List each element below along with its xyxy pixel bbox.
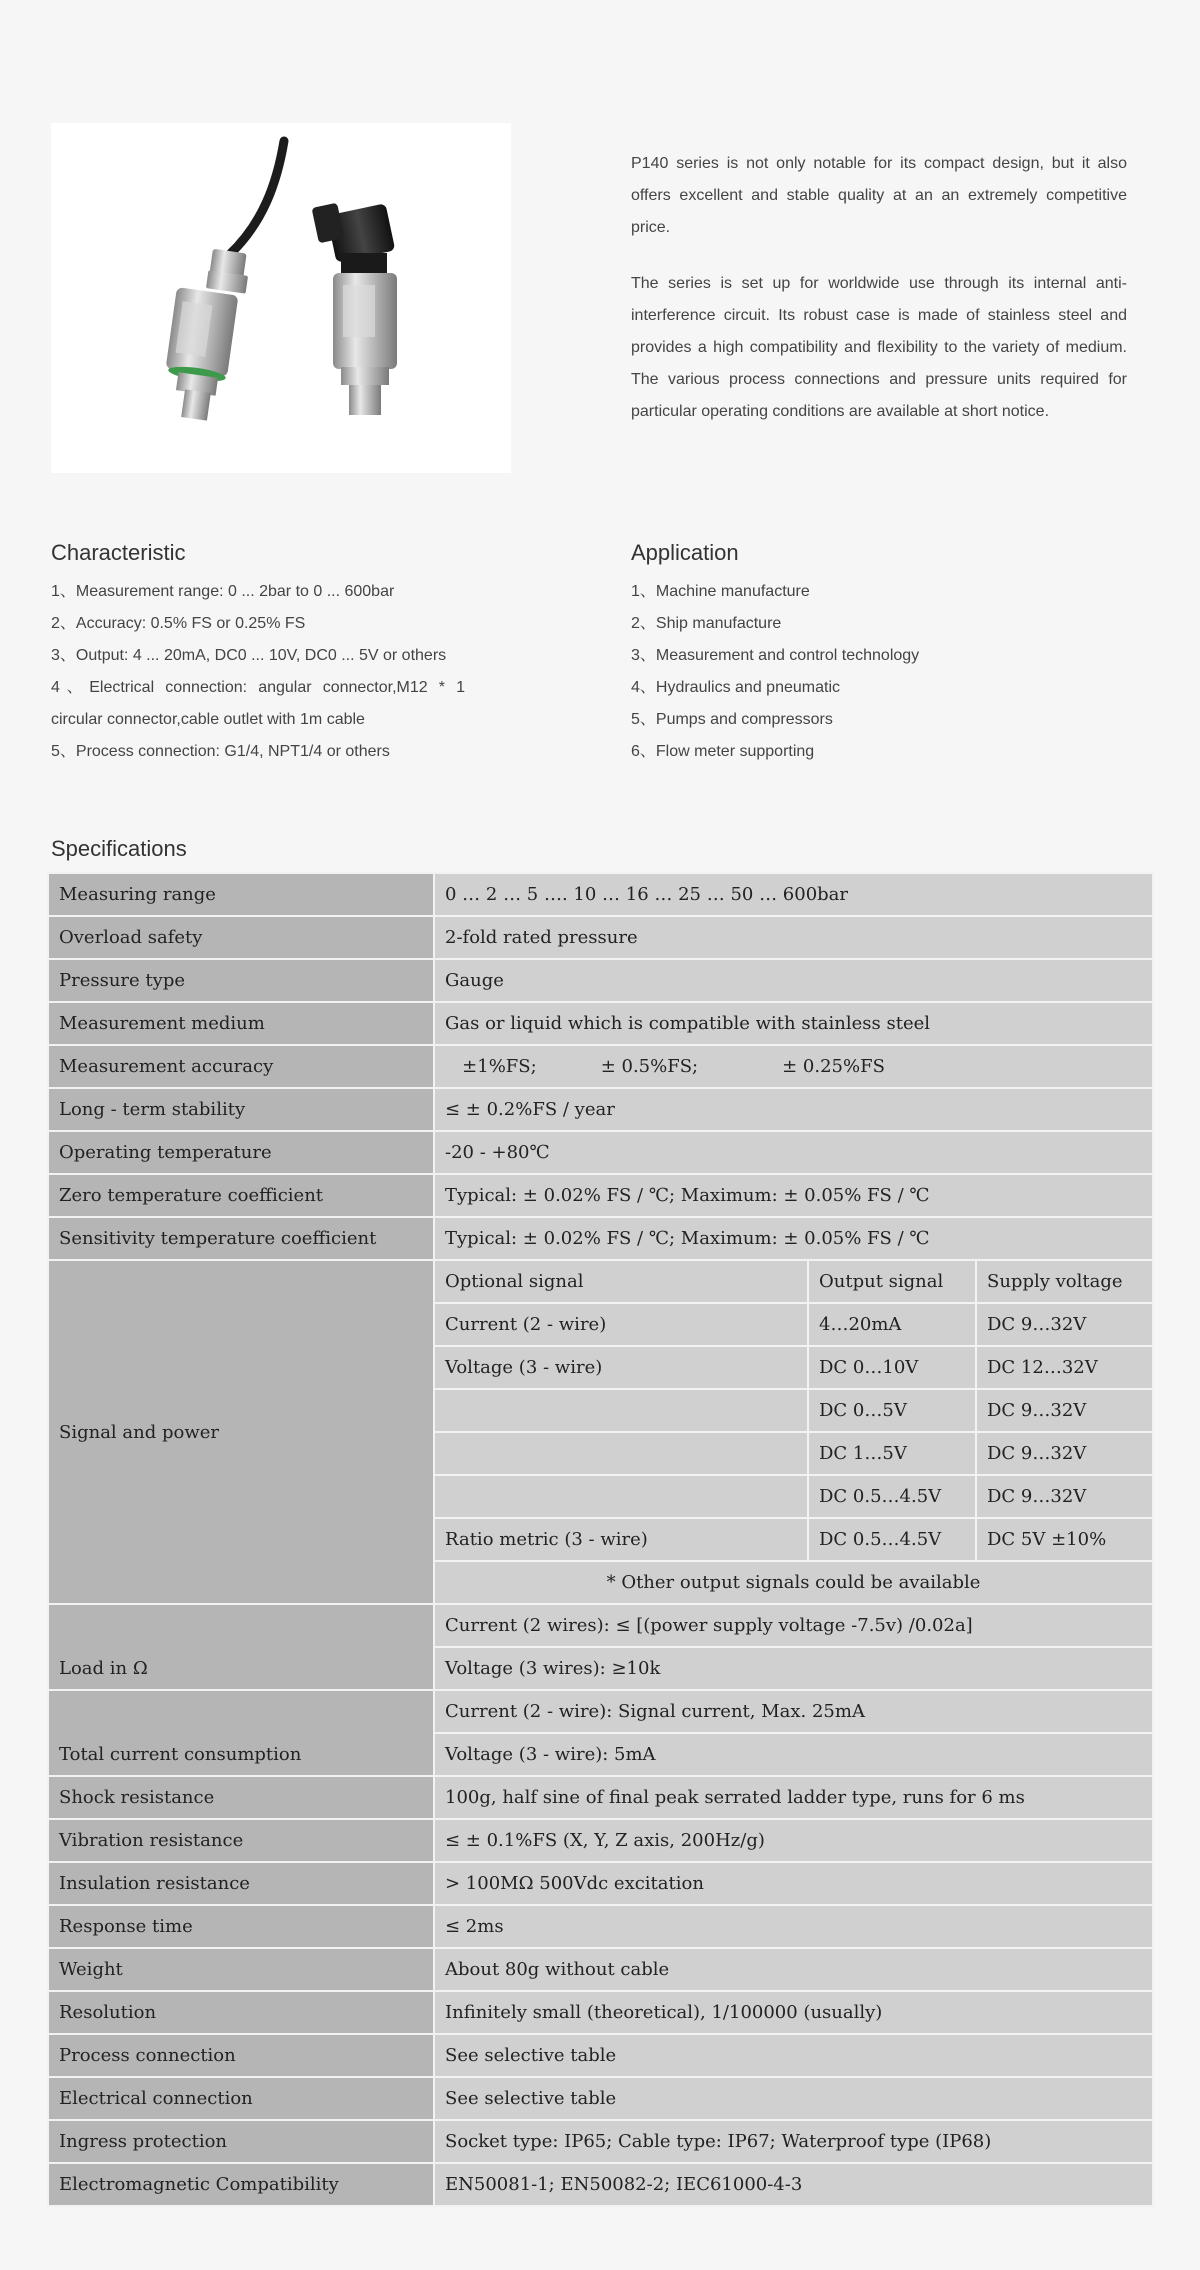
list-item: 1、Measurement range: 0 ... 2bar to 0 ... 600bar	[51, 583, 395, 600]
spec-label: Sensitivity temperature coefficient	[48, 1217, 434, 1260]
signal-header-optional: Optional signal	[434, 1260, 808, 1303]
table-row	[48, 1862, 1153, 1905]
signal-optional: Current (2 - wire)	[434, 1303, 808, 1346]
list-item: 4、Hydraulics and pneumatic	[631, 679, 840, 696]
table-row	[48, 2077, 1153, 2120]
application-list	[631, 576, 1045, 768]
table-row	[48, 1690, 1153, 1733]
characteristic-title: Characteristic	[51, 540, 186, 565]
spec-label: Weight	[48, 1948, 434, 1991]
spec-value: 2-fold rated pressure	[434, 916, 1153, 959]
table-row	[48, 1260, 1153, 1303]
table-row	[48, 1088, 1153, 1131]
table-row	[48, 1991, 1153, 2034]
signal-note: * Other output signals could be available	[434, 1561, 1153, 1604]
application-title: Application	[631, 540, 739, 565]
spec-value: -20 - +80℃	[434, 1131, 1153, 1174]
spec-value: Gauge	[434, 959, 1153, 1002]
spec-label: Long - term stability	[48, 1088, 434, 1131]
table-row	[48, 2163, 1153, 2206]
spec-label: Insulation resistance	[48, 1862, 434, 1905]
table-row	[48, 1217, 1153, 1260]
signal-supply: DC 9…32V	[976, 1389, 1153, 1432]
spec-label: Ingress protection	[48, 2120, 434, 2163]
list-item: 3、Measurement and control technology	[631, 647, 920, 664]
spec-value: ≤ 2ms	[434, 1905, 1153, 1948]
signal-supply: DC 9…32V	[976, 1475, 1153, 1518]
spec-value: Typical: ± 0.02% FS / ℃; Maximum: ± 0.05% FS / ℃	[434, 1217, 1153, 1260]
product-photo	[51, 123, 511, 473]
signal-supply: DC 12…32V	[976, 1346, 1153, 1389]
spec-value: See selective table	[434, 2034, 1153, 2077]
signal-output: DC 0…5V	[808, 1389, 976, 1432]
list-item: 4、Electrical connection: angular connector,M12 * 1 circular connector,cable outlet with 1m cable	[51, 679, 465, 728]
list-item: 5、Pumps and compressors	[631, 711, 833, 728]
table-row	[48, 1045, 1153, 1088]
signal-supply: DC 5V ±10%	[976, 1518, 1153, 1561]
spec-value: EN50081-1; EN50082-2; IEC61000-4-3	[434, 2163, 1153, 2206]
characteristic-list	[51, 576, 465, 768]
spec-label: Resolution	[48, 1991, 434, 2034]
table-row	[48, 2034, 1153, 2077]
spec-value: Typical: ± 0.02% FS / ℃; Maximum: ± 0.05% FS / ℃	[434, 1174, 1153, 1217]
table-row	[48, 1948, 1153, 1991]
table-row	[48, 1174, 1153, 1217]
spec-value: 0 … 2 … 5 …. 10 … 16 … 25 … 50 … 600bar	[434, 873, 1153, 916]
spec-label: Total current consumption	[48, 1690, 434, 1776]
intro-paragraph-1: P140 series is not only notable for its compact design, but it also offers excellent and stable quality at an an extremely competitive price.	[631, 155, 1127, 236]
spec-label: Electromagnetic Compatibility	[48, 2163, 434, 2206]
spec-value: See selective table	[434, 2077, 1153, 2120]
table-row	[48, 873, 1153, 916]
accuracy-option-1: ±1%FS;	[462, 1056, 537, 1077]
spec-label: Response time	[48, 1905, 434, 1948]
spec-value: Voltage (3 - wire): 5mA	[434, 1733, 1153, 1776]
list-item: 6、Flow meter supporting	[631, 743, 815, 760]
signal-optional: Voltage (3 - wire)	[434, 1346, 808, 1389]
signal-header-supply: Supply voltage	[976, 1260, 1153, 1303]
spec-label: Load in Ω	[48, 1604, 434, 1690]
table-row	[48, 1131, 1153, 1174]
spec-value: ≤ ± 0.1%FS (X, Y, Z axis, 200Hz/g)	[434, 1819, 1153, 1862]
spec-label: Process connection	[48, 2034, 434, 2077]
spec-value: Infinitely small (theoretical), 1/100000 (usually)	[434, 1991, 1153, 2034]
signal-supply: DC 9…32V	[976, 1303, 1153, 1346]
spec-label: Measurement accuracy	[48, 1045, 434, 1088]
spec-label: Shock resistance	[48, 1776, 434, 1819]
spec-label: Zero temperature coefficient	[48, 1174, 434, 1217]
accuracy-option-2: ± 0.5%FS;	[600, 1056, 699, 1077]
table-row	[48, 1819, 1153, 1862]
signal-optional: Ratio metric (3 - wire)	[434, 1518, 808, 1561]
intro-text	[631, 148, 1127, 452]
spec-label: Measurement medium	[48, 1002, 434, 1045]
table-row	[48, 1776, 1153, 1819]
spec-value	[434, 1045, 1153, 1088]
spec-label: Electrical connection	[48, 2077, 434, 2120]
table-row	[48, 1905, 1153, 1948]
spec-label: Overload safety	[48, 916, 434, 959]
table-row	[48, 959, 1153, 1002]
table-row	[48, 1604, 1153, 1647]
list-item: 2、Accuracy: 0.5% FS or 0.25% FS	[51, 615, 306, 632]
spec-value: Gas or liquid which is compatible with stainless steel	[434, 1002, 1153, 1045]
signal-output: DC 0…10V	[808, 1346, 976, 1389]
pressure-transmitter-image	[51, 123, 511, 473]
spec-label: Vibration resistance	[48, 1819, 434, 1862]
spec-label: Pressure type	[48, 959, 434, 1002]
spec-value: About 80g without cable	[434, 1948, 1153, 1991]
signal-output: 4…20mA	[808, 1303, 976, 1346]
spec-label: Measuring range	[48, 873, 434, 916]
table-row	[48, 2120, 1153, 2163]
signal-output: DC 0.5…4.5V	[808, 1475, 976, 1518]
list-item: 5、Process connection: G1/4, NPT1/4 or others	[51, 743, 390, 760]
intro-paragraph-2: The series is set up for worldwide use through its internal anti-interference circuit. Its robust case is made of stainless steel and provides a high compatibility and flexibility to the variety of medium. The various process connections and pressure units required for particular operating conditions are available at short notice.	[631, 275, 1127, 420]
spec-value: ≤ ± 0.2%FS / year	[434, 1088, 1153, 1131]
spec-value: Voltage (3 wires): ≥10k	[434, 1647, 1153, 1690]
signal-optional	[434, 1389, 808, 1432]
list-item: 2、Ship manufacture	[631, 615, 782, 632]
spec-label: Operating temperature	[48, 1131, 434, 1174]
list-item: 3、Output: 4 ... 20mA, DC0 ... 10V, DC0 ... 5V or others	[51, 647, 447, 664]
table-row	[48, 916, 1153, 959]
specifications-title: Specifications	[51, 836, 187, 861]
table-row	[48, 1002, 1153, 1045]
spec-value: Current (2 - wire): Signal current, Max. 25mA	[434, 1690, 1153, 1733]
spec-label: Signal and power	[48, 1260, 434, 1604]
signal-optional	[434, 1475, 808, 1518]
accuracy-option-3: ± 0.25%FS	[782, 1056, 885, 1077]
spec-value: > 100MΩ 500Vdc excitation	[434, 1862, 1153, 1905]
spec-value: Current (2 wires): ≤ [(power supply voltage -7.5v) /0.02a]	[434, 1604, 1153, 1647]
specifications-table	[47, 872, 1154, 2207]
spec-value: Socket type: IP65; Cable type: IP67; Waterproof type (IP68)	[434, 2120, 1153, 2163]
signal-optional	[434, 1432, 808, 1475]
signal-output: DC 0.5…4.5V	[808, 1518, 976, 1561]
list-item: 1、Machine manufacture	[631, 583, 810, 600]
signal-header-output: Output signal	[808, 1260, 976, 1303]
signal-supply: DC 9…32V	[976, 1432, 1153, 1475]
spec-value: 100g, half sine of final peak serrated ladder type, runs for 6 ms	[434, 1776, 1153, 1819]
signal-output: DC 1…5V	[808, 1432, 976, 1475]
